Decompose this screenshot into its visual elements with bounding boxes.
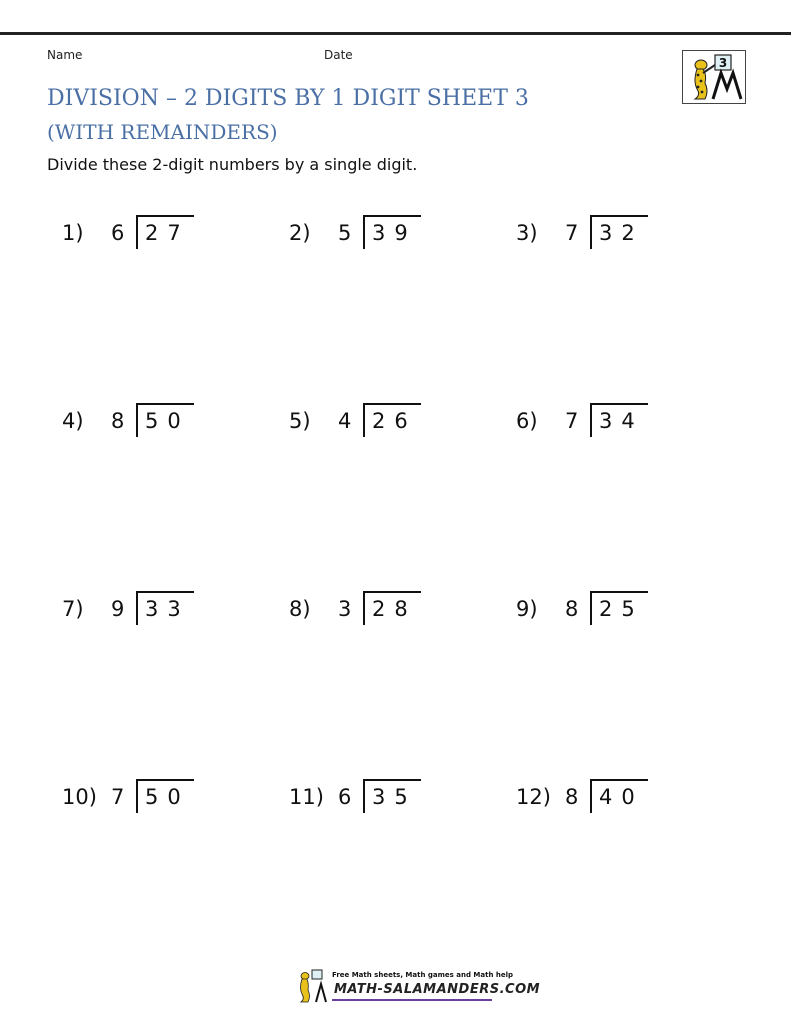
problem-number: 8) [289, 597, 311, 621]
problem [267, 215, 494, 255]
problem [267, 591, 494, 631]
problem [494, 403, 721, 443]
divisor: 4 [338, 409, 352, 433]
salamander-footer-icon [296, 968, 332, 1004]
problem-number: 5) [289, 409, 311, 433]
problem-number: 11) [289, 785, 324, 809]
dividend: 28 [372, 597, 417, 621]
problem [494, 215, 721, 255]
footer-logo [296, 968, 541, 1004]
problem [40, 403, 267, 443]
logo-number: 3 [718, 56, 728, 70]
dividend: 26 [372, 409, 417, 433]
divisor: 7 [111, 785, 125, 809]
problem [40, 779, 267, 819]
footer-brand: MATH-SALAMANDERS.COM [334, 982, 541, 997]
dividend: 34 [599, 409, 644, 433]
problem [40, 215, 267, 255]
dividend: 40 [599, 785, 644, 809]
name-label: Name [47, 48, 83, 62]
dividend: 27 [145, 221, 190, 245]
divisor: 8 [565, 785, 579, 809]
dividend: 39 [372, 221, 417, 245]
divisor: 3 [338, 597, 352, 621]
page-subtitle: (WITH REMAINDERS) [47, 120, 278, 144]
problem [40, 591, 267, 631]
problem-number: 4) [62, 409, 84, 433]
problem-number: 1) [62, 221, 84, 245]
instructions: Divide these 2-digit numbers by a single digit. [47, 155, 418, 174]
problem [267, 403, 494, 443]
problem-number: 12) [516, 785, 551, 809]
salamander-logo-icon [682, 50, 746, 104]
divisor: 6 [338, 785, 352, 809]
problem-number: 7) [62, 597, 84, 621]
problem-number: 6) [516, 409, 538, 433]
divisor: 5 [338, 221, 352, 245]
dividend: 35 [372, 785, 417, 809]
problem-number: 10) [62, 785, 97, 809]
problem-number: 3) [516, 221, 538, 245]
top-rule [0, 32, 791, 35]
date-label: Date [324, 48, 353, 62]
dividend: 50 [145, 785, 190, 809]
problem [494, 591, 721, 631]
dividend: 25 [599, 597, 644, 621]
problem-grid [40, 215, 721, 967]
divisor: 9 [111, 597, 125, 621]
divisor: 7 [565, 409, 579, 433]
dividend: 50 [145, 409, 190, 433]
divisor: 7 [565, 221, 579, 245]
dividend: 32 [599, 221, 644, 245]
footer-brand-underline [332, 999, 492, 1001]
problem-number: 2) [289, 221, 311, 245]
problem [267, 779, 494, 819]
dividend: 33 [145, 597, 190, 621]
problem [494, 779, 721, 819]
page-title: DIVISION – 2 DIGITS BY 1 DIGIT SHEET 3 [47, 86, 529, 111]
problem-number: 9) [516, 597, 538, 621]
divisor: 6 [111, 221, 125, 245]
footer-tagline: Free Math sheets, Math games and Math help [332, 971, 514, 979]
divisor: 8 [111, 409, 125, 433]
divisor: 8 [565, 597, 579, 621]
